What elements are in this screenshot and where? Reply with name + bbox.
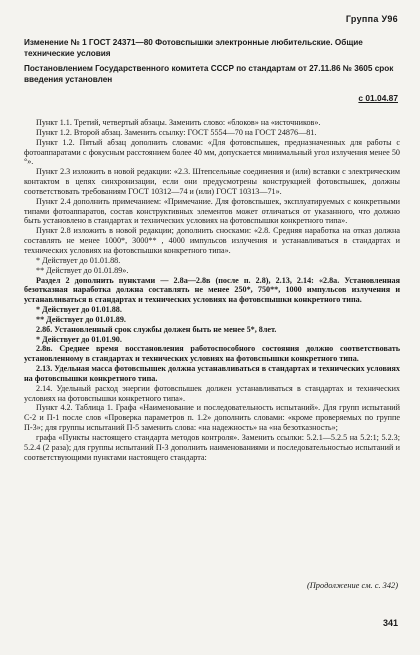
paragraph: Пункт 2.3 изложить в новой редакции: «2.3. Штепсельные соединения и (или) вставки с электрическим контактом в цепях синхронизации, если они предусмотрены конструкцией фотовспышек, должны соответствовать требованиям ГОСТ 10312—74 и (или) ГОСТ 10313—71».	[24, 167, 400, 196]
page-number: 341	[382, 618, 398, 628]
paragraph: 2.14. Удельный расход энергии фотовспышек должен устанавливаться в стандартах и технических условиях на фотовспышки конкретного типа».	[24, 383, 400, 403]
change-title: Изменение № 1 ГОСТ 24371—80 Фотовспышки электронные любительские. Общие технические условия	[24, 38, 363, 58]
paragraph: Пункт 2.4 дополнить примечанием: «Примечание. Для фотовспышек, эксплуатируемых с конкретными типами фотоаппаратов, состав конструктивных элементов может отличаться от указанного, что должно быть установлено в стандартах и технических условиях на фотовспышки конкретного типа».	[24, 196, 400, 226]
decree-text: Постановлением Государственного комитета СССР по стандартам от 27.11.86 № 3605 срок введения установлен	[24, 64, 394, 84]
paragraph: Пункт 1.2. Пятый абзац дополнить словами: «Для фотовспышек, предназначенных для работы с фотоаппаратами с фокусным расстоянием более 40 мм, допускается минимальный угол излучения менее 50 °».	[24, 137, 400, 167]
paragraph: 2.13. Удельная масса фотовспышек должна устанавливаться в стандартах и технических условиях на фотовспышки конкретного типа.	[24, 364, 400, 383]
paragraph: ** Действует до 01.01.89.	[36, 314, 126, 324]
document-body	[24, 118, 400, 463]
paragraph: * Действует до 01.01.88.	[36, 305, 122, 315]
paragraph: ** Действует до 01.01.89».	[36, 265, 129, 275]
paragraph: графа «Пункты настоящего стандарта методов контроля». Заменить ссылки: 5.2.1—5.2.5 на 5.2:1; 5.2.3; 5.2.4 (2 раза); для группы испытаний П-3 дополнить наименованиями и последовательностью испытаний и соответствующими пунктами настоящего стандарта:	[24, 433, 400, 462]
paragraph: Пункт 1.1. Третий, четвертый абзацы. Заменить слово: «блоков» на «источников».	[36, 118, 321, 127]
paragraph: * Действует до 01.01.88.	[36, 255, 121, 265]
paragraph: Пункт 2.8 изложить в новой редакции; дополнить сносками: «2.8. Средняя наработка на отказ должна составлять не менее 1000*, 3000** , 4000 импульсов излучения и устанавливаться в стандартах и технических условиях на фотовспышки конкретного типа».	[24, 226, 400, 255]
paragraph: * Действует до 01.01.90.	[36, 334, 122, 344]
continuation-note: (Продолжение см. с. 342)	[306, 581, 398, 590]
group-code: Группа У96	[345, 14, 398, 24]
effective-date: с 01.04.87	[358, 93, 398, 103]
paragraph: Раздел 2 дополнить пунктами — 2.8а—2.8в (после п. 2.8), 2.13, 2.14: «2.8а. Установленная безотказная наработка должна составлять не менее 250*, 750**, 1000 импульсов излучения и устанавливаться в стандартах и технических условиях на фотовспышки конкретного типа.	[24, 275, 400, 305]
paragraph: Пункт 4.2. Таблица 1. Графа «Наименование и последовательность испытаний». Для групп испытаний С-2 и П-1 после слов «Проверка параметров п. 1.2» дополнить словами: «кроме проверяемых по группе П-3»; для группы испытаний П-5 заменить слова: «на надежность» на «на безотказность»;	[24, 403, 400, 433]
paragraph: Пункт 1.2. Второй абзац. Заменить ссылку: ГОСТ 5554—70 на ГОСТ 24876—81.	[36, 127, 317, 137]
paragraph: 2.8б. Установленный срок службы должен быть не менее 5*, 8лет.	[36, 324, 277, 334]
paragraph: 2.8в. Среднее время восстановления работоспособного состояния должно соответствовать установленному в стандартах и технических условиях на фотовспышки конкретного типа.	[24, 344, 400, 364]
